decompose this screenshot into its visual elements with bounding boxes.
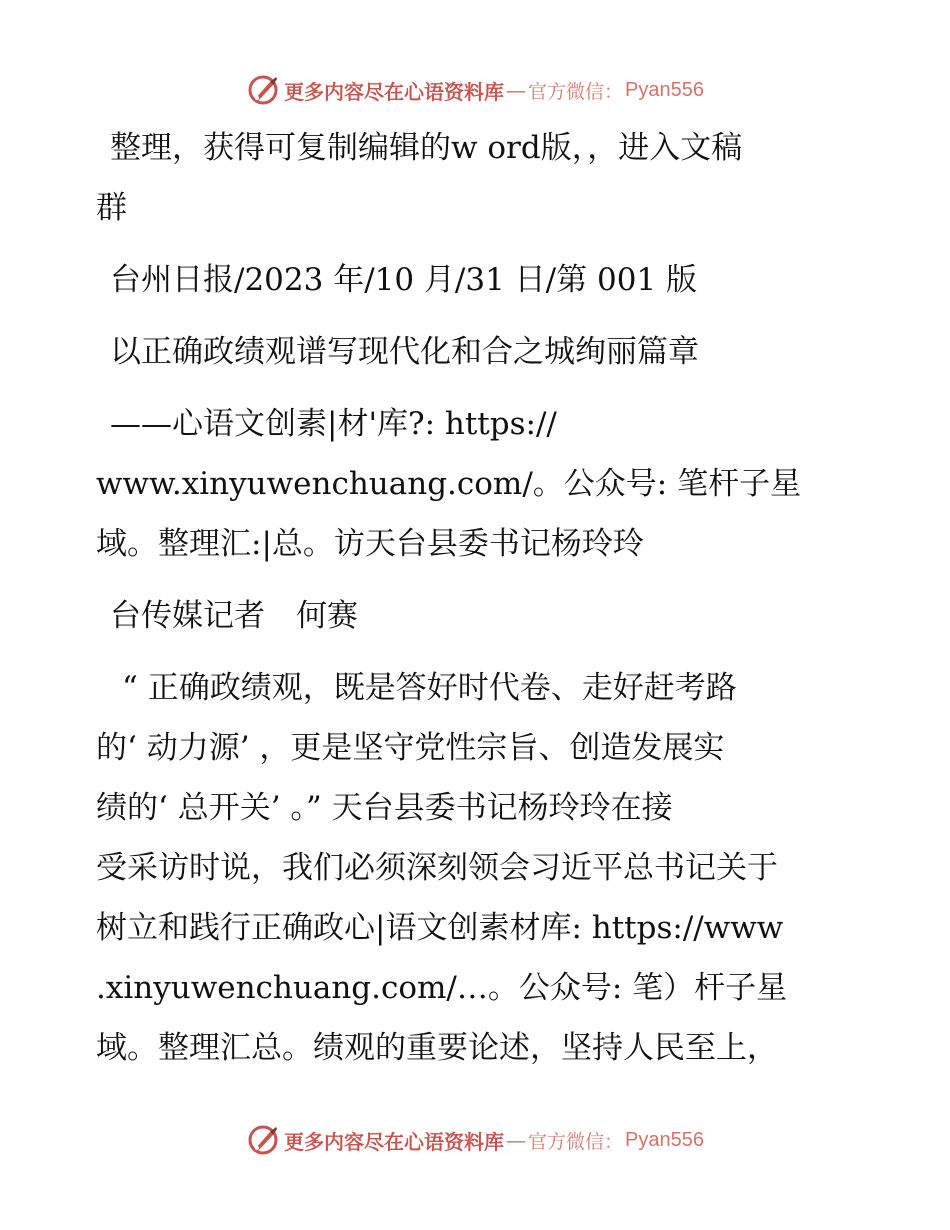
pen-circle-logo-icon [246,1123,280,1157]
text-line: 域。整理汇总。绩观的重要论述，坚持人民至上， [96,1030,778,1066]
text-line: 以正确政绩观谱写现代化和合之城绚丽篇章 [110,334,699,370]
text-line: 台传媒记者 何赛 [110,598,358,634]
banner-account-id: Pyan556 [625,78,704,101]
text-line: 绩的‘ 总开关’ 。” 天台县委书记杨玲玲在接 [96,790,673,826]
document-body [96,118,856,1090]
text-line: .xinyuwenchuang.com/…。公众号: 笔）杆子星 [96,970,788,1006]
text-line: 群 [96,190,127,226]
source-line [96,250,856,310]
text-line: 整理，获得可复制编辑的w ord版，，进入文稿 [110,130,743,166]
header-watermark-banner [0,70,950,110]
body-paragraph [96,658,856,1078]
text-line: www.xinyuwenchuang.com/。公众号: 笔杆子星 [96,466,802,502]
pen-circle-logo-icon [246,73,280,107]
text-line: 域。整理汇:|总。访天台县委书记杨玲玲 [96,526,644,562]
text-line: 受采访时说，我们必须深刻领会习近平总书记关于 [96,850,778,886]
banner-account-id: Pyan556 [625,1128,704,1151]
intro-paragraph [96,118,856,238]
text-line: “ 正确政绩观，既是答好时代卷、走好赶考路 [122,670,737,706]
article-title [96,322,856,382]
banner-official-label: 官方微信： [528,80,624,103]
text-line: 的‘ 动力源’ ，更是坚守党性宗旨、创造发展实 [96,730,725,766]
banner-official-label: 官方微信： [528,1130,624,1153]
byline [96,586,856,646]
banner-main-text: 更多内容尽在心语资料库 [284,79,504,104]
text-line: 树立和践行正确政心|语文创素材库: https://www [96,910,784,946]
banner-dash: — [506,1128,526,1152]
footer-watermark-banner [0,1120,950,1160]
subtitle-paragraph [96,394,856,574]
banner-main-text: 更多内容尽在心语资料库 [284,1129,504,1154]
text-line: ——心语文创素|材'库?: https:// [110,406,557,442]
banner-dash: — [506,78,526,102]
text-line: 台州日报/2023 年/10 月/31 日/第 001 版 [110,262,698,298]
